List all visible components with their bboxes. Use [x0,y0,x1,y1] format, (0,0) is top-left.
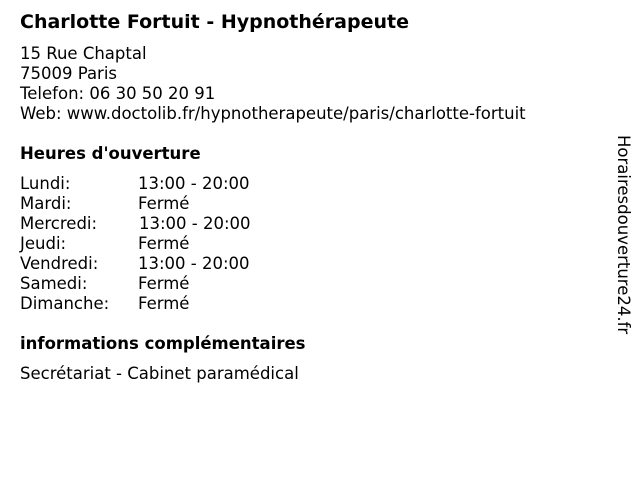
opening-hours-heading: Heures d'ouverture [20,144,201,163]
hours-row-thursday [20,234,251,254]
day-label: Vendredi: [20,254,99,273]
site-watermark: Horairesdouverture24.fr [614,135,633,335]
phone-number: Telefon: 06 30 50 20 91 [20,84,216,103]
hours-value: Fermé [138,274,190,293]
hours-value: 13:00 - 20:00 [138,174,250,193]
day-label: Jeudi: [20,234,67,253]
city-postal: 75009 Paris [20,64,118,83]
website-url: Web: www.doctolib.fr/hypnotherapeute/paris/charlotte-fortuit [20,104,526,123]
address-block [20,44,526,124]
day-label: Mardi: [20,194,72,213]
street-address: 15 Rue Chaptal [20,44,147,63]
hours-value: 13:00 - 20:00 [138,254,250,273]
hours-row-monday [20,174,251,194]
additional-info-text: Secrétariat - Cabinet paramédical [20,364,299,383]
hours-row-sunday [20,294,251,314]
hours-row-saturday [20,274,251,294]
hours-row-tuesday [20,194,251,214]
opening-hours-table [20,174,251,314]
day-label: Dimanche: [20,294,110,313]
day-label: Mercredi: [20,214,98,233]
business-title: Charlotte Fortuit - Hypnothérapeute [20,11,409,33]
hours-row-wednesday [20,214,251,234]
hours-value: Fermé [138,234,190,253]
hours-row-friday [20,254,251,274]
hours-value: Fermé [138,294,190,313]
hours-value: 13:00 - 20:00 [139,214,251,233]
additional-info-heading: informations complémentaires [20,334,306,353]
day-label: Lundi: [20,174,71,193]
hours-value: Fermé [138,194,190,213]
day-label: Samedi: [20,274,88,293]
